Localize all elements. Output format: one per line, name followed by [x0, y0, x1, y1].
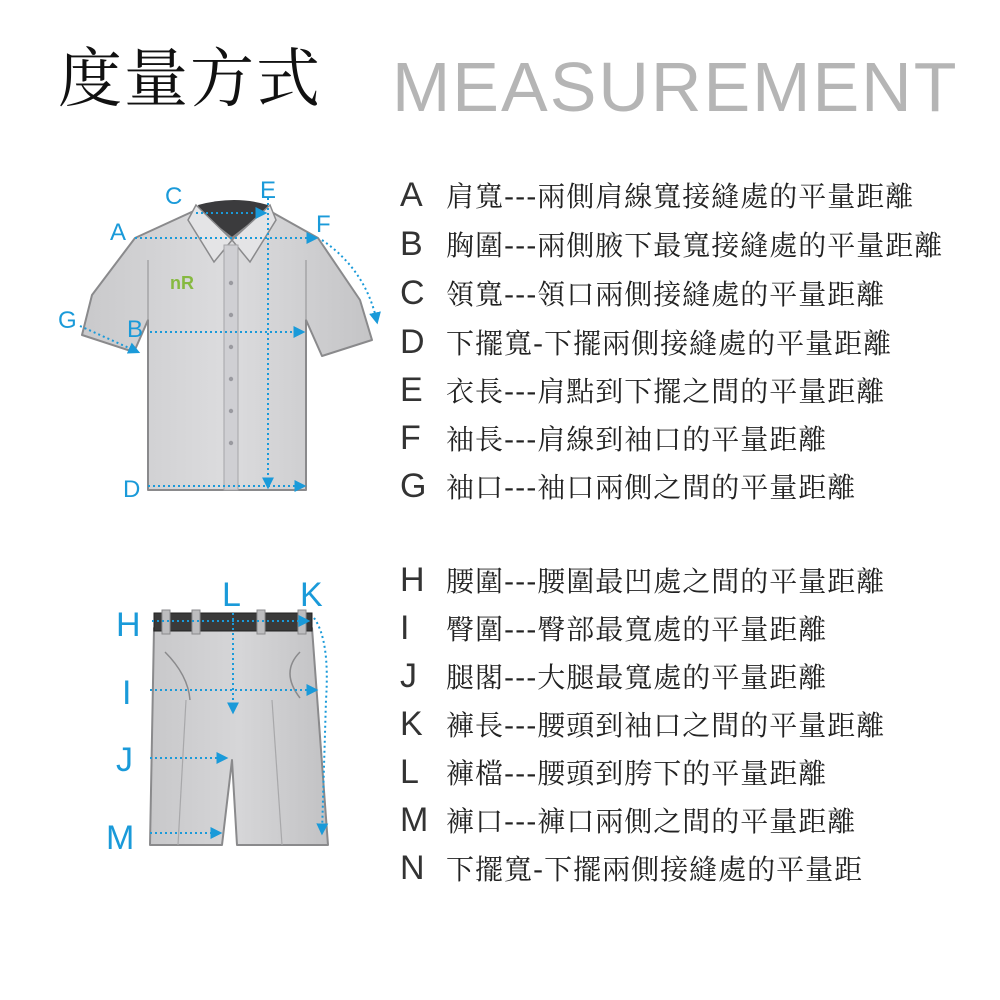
legend-letter: G [400, 466, 427, 505]
shirt-label-f: F [316, 211, 331, 238]
pants-label-h: H [116, 606, 141, 644]
legend-letter: C [400, 273, 425, 312]
legend-row-h [400, 560, 990, 600]
pants-label-k: K [300, 576, 323, 614]
pants-label-j: J [116, 741, 133, 779]
legend-row-j [400, 656, 990, 696]
legend-letter: J [400, 656, 417, 695]
legend-text: 袖長---肩線到袖口的平量距離 [446, 423, 828, 456]
legend-row-n [400, 848, 990, 888]
legend-text: 胸圍---兩側腋下最寬接縫處的平量距離 [446, 229, 944, 262]
legend-row-f [400, 418, 990, 458]
legend-letter: K [400, 704, 423, 743]
legend-text: 袖口---袖口兩側之間的平量距離 [446, 471, 857, 504]
legend-text: 衣長---肩點到下擺之間的平量距離 [446, 375, 886, 408]
shirt-label-a: A [110, 219, 127, 246]
legend-row-m [400, 800, 990, 840]
shirt-logo: nR [170, 273, 194, 293]
pants-body [150, 628, 328, 845]
legend-letter: I [400, 608, 410, 647]
legend-letter: B [400, 224, 423, 263]
legend-letter: D [400, 322, 425, 361]
legend-row-e [400, 370, 990, 410]
legend-row-i [400, 608, 990, 648]
legend-letter: N [400, 848, 425, 887]
legend-text: 腿閣---大腿最寬處的平量距離 [446, 661, 828, 694]
legend-text: 臀圍---臀部最寬處的平量距離 [446, 613, 828, 646]
pants-illustration [106, 576, 328, 857]
page-title-english: MEASUREMENT [392, 48, 959, 126]
legend-row-d [400, 322, 990, 362]
legend-text: 褲口---褲口兩側之間的平量距離 [446, 805, 857, 838]
legend-letter: M [400, 800, 429, 839]
shirt-label-e: E [260, 177, 277, 204]
legend-text: 下擺寬-下擺兩側接縫處的平量距 [446, 853, 864, 886]
legend-letter: F [400, 418, 421, 457]
legend-row-b [400, 224, 990, 264]
legend-row-a [400, 175, 990, 215]
legend-text: 腰圍---腰圍最凹處之間的平量距離 [446, 565, 886, 598]
shirt-illustration [58, 177, 377, 503]
legend-row-g [400, 466, 990, 506]
pants-label-l: L [222, 576, 241, 614]
legend-text: 肩寬---兩側肩線寬接縫處的平量距離 [446, 180, 915, 213]
legend-row-k [400, 704, 990, 744]
legend-letter: H [400, 560, 425, 599]
legend-text: 下擺寬-下擺兩側接縫處的平量距離 [446, 327, 893, 360]
shirt-label-b: B [127, 316, 144, 343]
legend-letter: L [400, 752, 419, 791]
legend-letter: E [400, 370, 423, 409]
legend-row-c [400, 273, 990, 313]
legend-text: 褲檔---腰頭到胯下的平量距離 [446, 757, 828, 790]
legend-text: 領寬---領口兩側接縫處的平量距離 [446, 278, 886, 311]
shirt-label-g: G [58, 307, 77, 334]
page-title-chinese: 度量方式 [58, 43, 322, 117]
legend-row-l [400, 752, 990, 792]
legend-letter: A [400, 175, 423, 214]
shirt-label-c: C [165, 183, 183, 210]
legend-text: 褲長---腰頭到袖口之間的平量距離 [446, 709, 886, 742]
shirt-label-d: D [123, 476, 141, 503]
pants-label-m: M [106, 819, 135, 857]
pants-label-i: I [122, 674, 132, 712]
